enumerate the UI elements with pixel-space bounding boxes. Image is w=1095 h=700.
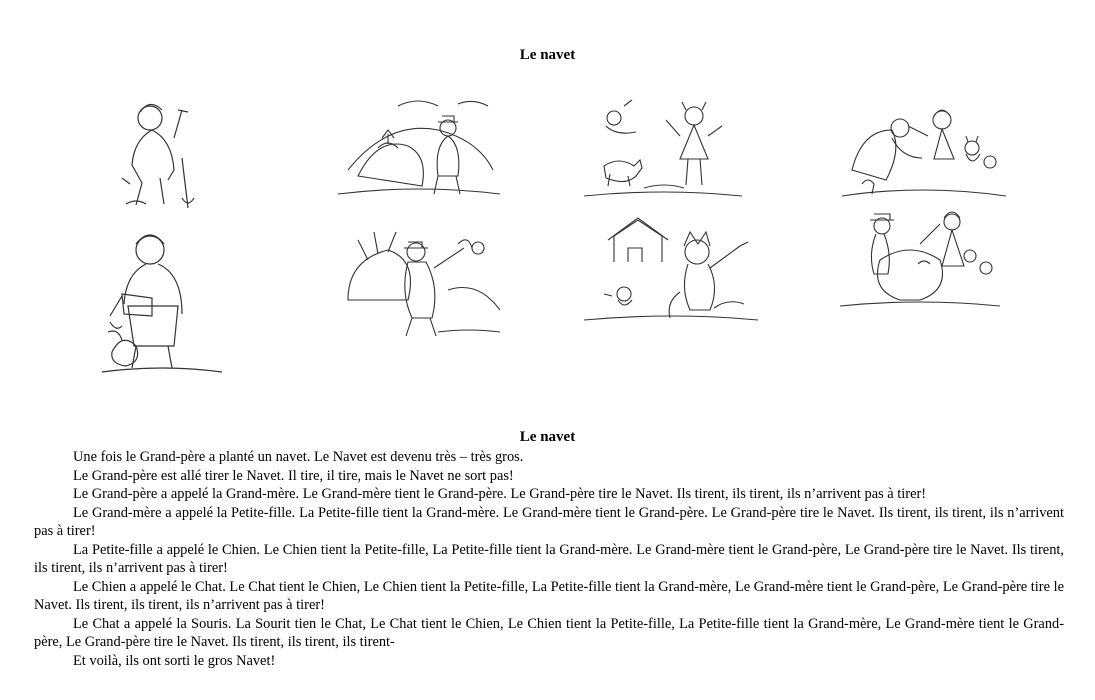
- story-paragraph: Et voilà, ils ont sorti le gros Navet!: [73, 652, 276, 669]
- story-paragraph: Le Grand-mère a appelé la Petite-fille. La Petite-fille tient la Grand-mère. Le Grand-mère tient le Grand-père. Le Grand-père tire le Navet. Ils tirent, ils tirent, ils n’arrivent pas à tirer!: [34, 504, 1064, 539]
- story-title: Le navet: [519, 429, 576, 445]
- story-paragraph: Le Grand-père a appelé la Grand-mère. Le Grand-mère tient le Grand-père. Le Grand-père tire le Navet. Ils tirent, ils tirent, ils n’arrivent pas à tirer!: [73, 486, 927, 502]
- illustration-grandfather-watering: [102, 226, 222, 378]
- illustration-grandfather-planting: [112, 98, 212, 214]
- illustration-family-pulling-group: [842, 100, 1006, 204]
- story-paragraph: La Petite-fille a appelé le Chien. Le Chien tient la Petite-fille, La Petite-fille tient la Grand-mère. Le Grand-mère tient le Grand-père, Le Grand-père tire le Navet. Ils tirent, ils tirent, ils n’arrivent pas à tirer!: [34, 541, 1064, 576]
- illustration-everyone-pulling-turnip: [840, 204, 1000, 312]
- story-text: [34, 448, 1064, 670]
- page-title: Le navet: [519, 47, 576, 63]
- illustration-grandfather-at-turnip: [338, 98, 500, 206]
- story-paragraph: Une fois le Grand-père a planté un navet. Le Navet est devenu très – très gros.: [73, 449, 524, 465]
- illustration-cat-mouse-house: [584, 212, 758, 328]
- story-paragraph: Le Grand-père est allé tirer le Navet. Il tire, il tire, mais le Navet ne sort pas!: [73, 467, 514, 484]
- story-paragraph: Le Chien a appelé le Chat. Le Chat tient le Chien, Le Chien tient la Petite-fille, La Petite-fille tient la Grand-mère, Le Grand-mère tient le Grand-père, Le Grand-père tire le Navet. Ils tirent, ils tirent, ils n’arrivent pas à tirer!: [34, 578, 1064, 613]
- illustration-grandfather-pulling: [338, 220, 500, 342]
- story-paragraph: Le Chat a appelé la Souris. La Sourit tien le Chat, Le Chat tient le Chien, Le Chien tient la Petite-fille, La Petite-fille tient la Grand-mère, Le Grand-mère tient le Grand-père, Le Grand-père tire le Navet. Ils tirent, ils tirent, ils tirent-: [34, 615, 1064, 650]
- illustration-girl-dog-cat: [584, 96, 742, 204]
